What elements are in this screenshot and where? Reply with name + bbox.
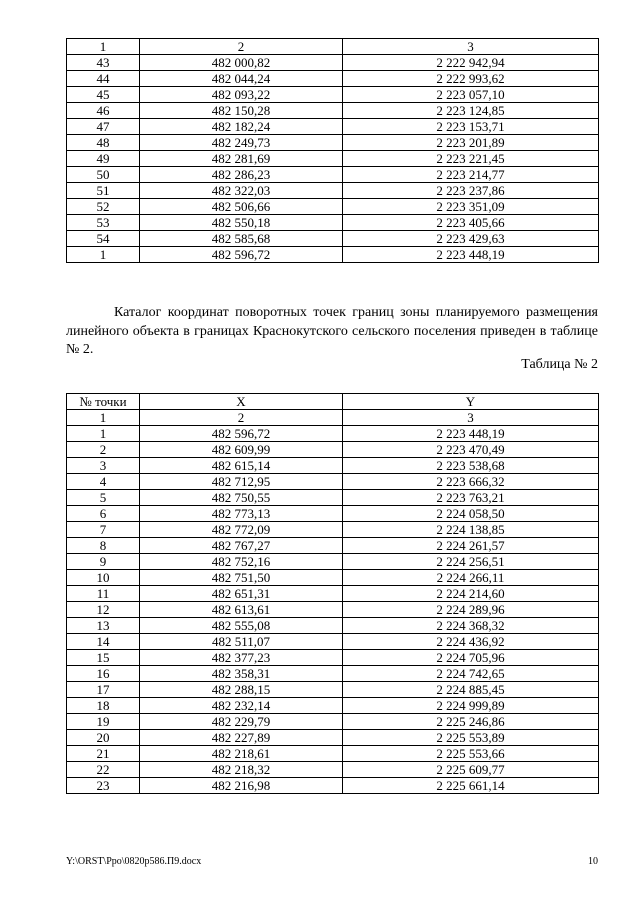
x-coordinate-cell: 482 596,72: [140, 247, 343, 263]
column-number-cell: 2: [140, 39, 343, 55]
y-coordinate-cell: 2 224 742,65: [343, 666, 599, 682]
y-coordinate-cell: 2 223 237,86: [343, 183, 599, 199]
x-coordinate-cell: 482 229,79: [140, 714, 343, 730]
table-row: [67, 199, 599, 215]
x-coordinate-cell: 482 511,07: [140, 634, 343, 650]
x-coordinate-cell: 482 182,24: [140, 119, 343, 135]
table-row: [67, 442, 599, 458]
y-coordinate-cell: 2 223 351,09: [343, 199, 599, 215]
point-number-cell: 19: [67, 714, 140, 730]
table-row: [67, 490, 599, 506]
table-row: [67, 762, 599, 778]
table-row: [67, 87, 599, 103]
y-coordinate-cell: 2 223 429,63: [343, 231, 599, 247]
y-coordinate-cell: 2 223 448,19: [343, 247, 599, 263]
y-coordinate-cell: 2 223 057,10: [343, 87, 599, 103]
y-coordinate-cell: 2 222 993,62: [343, 71, 599, 87]
column-number-cell: 1: [67, 39, 140, 55]
column-number-cell: 1: [67, 410, 140, 426]
y-coordinate-cell: 2 224 368,32: [343, 618, 599, 634]
page-number: 10: [588, 856, 598, 867]
y-coordinate-cell: 2 224 261,57: [343, 538, 599, 554]
y-coordinate-cell: 2 224 885,45: [343, 682, 599, 698]
y-coordinate-cell: 2 223 405,66: [343, 215, 599, 231]
x-coordinate-cell: 482 150,28: [140, 103, 343, 119]
x-coordinate-cell: 482 358,31: [140, 666, 343, 682]
point-number-cell: 17: [67, 682, 140, 698]
point-number-cell: 18: [67, 698, 140, 714]
y-coordinate-cell: 2 223 124,85: [343, 103, 599, 119]
point-number-cell: 23: [67, 778, 140, 794]
point-number-cell: 11: [67, 586, 140, 602]
y-coordinate-cell: 2 223 763,21: [343, 490, 599, 506]
table-row: [67, 247, 599, 263]
table-row: [67, 618, 599, 634]
point-number-cell: 12: [67, 602, 140, 618]
x-coordinate-cell: 482 227,89: [140, 730, 343, 746]
table-row: [67, 71, 599, 87]
y-coordinate-cell: 2 224 705,96: [343, 650, 599, 666]
x-coordinate-cell: 482 286,23: [140, 167, 343, 183]
x-coordinate-cell: 482 000,82: [140, 55, 343, 71]
y-coordinate-cell: 2 223 221,45: [343, 151, 599, 167]
table-row: [67, 55, 599, 71]
point-number-cell: 49: [67, 151, 140, 167]
x-coordinate-cell: 482 773,13: [140, 506, 343, 522]
point-number-cell: 8: [67, 538, 140, 554]
y-coordinate-header: Y: [343, 394, 599, 410]
y-coordinate-cell: 2 225 609,77: [343, 762, 599, 778]
x-coordinate-cell: 482 288,15: [140, 682, 343, 698]
x-coordinate-cell: 482 555,08: [140, 618, 343, 634]
point-number-cell: 5: [67, 490, 140, 506]
x-coordinate-cell: 482 752,16: [140, 554, 343, 570]
point-number-cell: 6: [67, 506, 140, 522]
coordinates-table-continued: [66, 38, 599, 263]
point-number-cell: 7: [67, 522, 140, 538]
point-number-cell: 21: [67, 746, 140, 762]
table-row: [67, 586, 599, 602]
y-coordinate-cell: 2 223 214,77: [343, 167, 599, 183]
x-coordinate-cell: 482 218,61: [140, 746, 343, 762]
x-coordinate-cell: 482 609,99: [140, 442, 343, 458]
y-coordinate-cell: 2 222 942,94: [343, 55, 599, 71]
y-coordinate-cell: 2 224 256,51: [343, 554, 599, 570]
y-coordinate-cell: 2 224 436,92: [343, 634, 599, 650]
table-row: [67, 458, 599, 474]
coordinates-table: [66, 393, 599, 794]
y-coordinate-cell: 2 225 661,14: [343, 778, 599, 794]
table-row: [67, 682, 599, 698]
table-row: [67, 522, 599, 538]
point-number-cell: 14: [67, 634, 140, 650]
x-coordinate-header: X: [140, 394, 343, 410]
point-number-cell: 15: [67, 650, 140, 666]
point-number-cell: 53: [67, 215, 140, 231]
point-number-cell: 48: [67, 135, 140, 151]
catalog-description-paragraph: Каталог координат поворотных точек границ зоны планируемого размещения линейного объекта в границах Краснокутского сельского поселения приведен в таблице № 2.: [66, 305, 598, 357]
y-coordinate-cell: 2 225 553,66: [343, 746, 599, 762]
x-coordinate-cell: 482 249,73: [140, 135, 343, 151]
x-coordinate-cell: 482 772,09: [140, 522, 343, 538]
y-coordinate-cell: 2 224 266,11: [343, 570, 599, 586]
y-coordinate-cell: 2 224 999,89: [343, 698, 599, 714]
point-number-cell: 9: [67, 554, 140, 570]
x-coordinate-cell: 482 613,61: [140, 602, 343, 618]
point-number-cell: 13: [67, 618, 140, 634]
table-row: [67, 714, 599, 730]
table-row: [67, 698, 599, 714]
table-column-numbers-row: [67, 410, 599, 426]
table-row: [67, 215, 599, 231]
point-number-cell: 1: [67, 247, 140, 263]
table-row: [67, 426, 599, 442]
x-coordinate-cell: 482 232,14: [140, 698, 343, 714]
table-row: [67, 231, 599, 247]
x-coordinate-cell: 482 322,03: [140, 183, 343, 199]
table-row: [67, 506, 599, 522]
y-coordinate-cell: 2 223 470,49: [343, 442, 599, 458]
point-number-cell: 3: [67, 458, 140, 474]
table-row: [67, 634, 599, 650]
point-number-header: № точки: [67, 394, 140, 410]
y-coordinate-cell: 2 223 448,19: [343, 426, 599, 442]
footer-file-path: Y:\ORST\Ppo\0820p586.П9.docx: [66, 856, 202, 867]
x-coordinate-cell: 482 218,32: [140, 762, 343, 778]
y-coordinate-cell: 2 225 246,86: [343, 714, 599, 730]
point-number-cell: 4: [67, 474, 140, 490]
x-coordinate-cell: 482 615,14: [140, 458, 343, 474]
x-coordinate-cell: 482 751,50: [140, 570, 343, 586]
table-row: [67, 474, 599, 490]
table-row: [67, 135, 599, 151]
table-row: [67, 778, 599, 794]
table-header-row: [67, 394, 599, 410]
point-number-cell: 51: [67, 183, 140, 199]
column-number-cell: 3: [343, 410, 599, 426]
y-coordinate-cell: 2 223 538,68: [343, 458, 599, 474]
y-coordinate-cell: 2 224 289,96: [343, 602, 599, 618]
table-row: [67, 650, 599, 666]
table-row: [67, 666, 599, 682]
y-coordinate-cell: 2 223 201,89: [343, 135, 599, 151]
table-row: [67, 570, 599, 586]
table-row: [67, 151, 599, 167]
x-coordinate-cell: 482 281,69: [140, 151, 343, 167]
point-number-cell: 47: [67, 119, 140, 135]
table-caption: Таблица № 2: [521, 357, 598, 372]
point-number-cell: 46: [67, 103, 140, 119]
x-coordinate-cell: 482 585,68: [140, 231, 343, 247]
point-number-cell: 43: [67, 55, 140, 71]
table-row: [67, 119, 599, 135]
y-coordinate-cell: 2 224 138,85: [343, 522, 599, 538]
y-coordinate-cell: 2 225 553,89: [343, 730, 599, 746]
y-coordinate-cell: 2 224 214,60: [343, 586, 599, 602]
x-coordinate-cell: 482 044,24: [140, 71, 343, 87]
point-number-cell: 44: [67, 71, 140, 87]
x-coordinate-cell: 482 093,22: [140, 87, 343, 103]
point-number-cell: 54: [67, 231, 140, 247]
point-number-cell: 16: [67, 666, 140, 682]
x-coordinate-cell: 482 377,23: [140, 650, 343, 666]
table-row: [67, 103, 599, 119]
table-row: [67, 730, 599, 746]
point-number-cell: 22: [67, 762, 140, 778]
y-coordinate-cell: 2 223 666,32: [343, 474, 599, 490]
x-coordinate-cell: 482 596,72: [140, 426, 343, 442]
column-number-cell: 2: [140, 410, 343, 426]
point-number-cell: 10: [67, 570, 140, 586]
x-coordinate-cell: 482 712,95: [140, 474, 343, 490]
table-row: [67, 538, 599, 554]
x-coordinate-cell: 482 767,27: [140, 538, 343, 554]
table-row: [67, 554, 599, 570]
point-number-cell: 50: [67, 167, 140, 183]
x-coordinate-cell: 482 506,66: [140, 199, 343, 215]
table-row: [67, 183, 599, 199]
x-coordinate-cell: 482 651,31: [140, 586, 343, 602]
point-number-cell: 20: [67, 730, 140, 746]
table-row: [67, 746, 599, 762]
point-number-cell: 52: [67, 199, 140, 215]
column-number-cell: 3: [343, 39, 599, 55]
point-number-cell: 45: [67, 87, 140, 103]
y-coordinate-cell: 2 224 058,50: [343, 506, 599, 522]
x-coordinate-cell: 482 750,55: [140, 490, 343, 506]
x-coordinate-cell: 482 216,98: [140, 778, 343, 794]
table-row: [67, 602, 599, 618]
x-coordinate-cell: 482 550,18: [140, 215, 343, 231]
table-column-numbers-row: [67, 39, 599, 55]
point-number-cell: 2: [67, 442, 140, 458]
point-number-cell: 1: [67, 426, 140, 442]
table-row: [67, 167, 599, 183]
y-coordinate-cell: 2 223 153,71: [343, 119, 599, 135]
